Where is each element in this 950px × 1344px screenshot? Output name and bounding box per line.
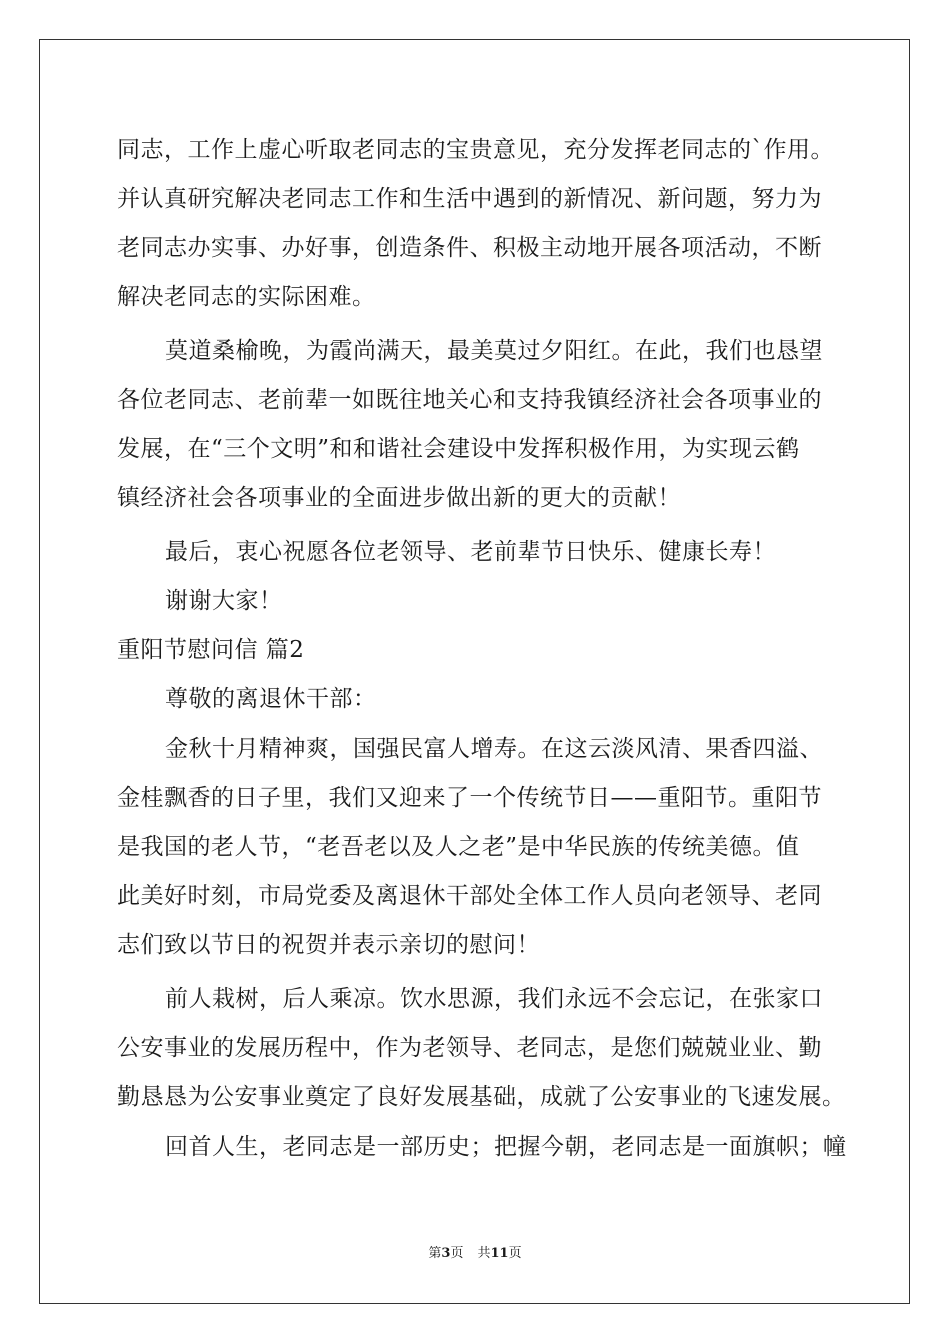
text-line: 是我国的老人节，“老吾老以及人之老”是中华民族的传统美德。值 xyxy=(117,834,800,860)
text-line: 莫道桑榆晚，为霞尚满天，最美莫过夕阳红。在此，我们也恳望 xyxy=(165,338,823,364)
page-border xyxy=(39,39,910,1304)
text-line: 志们致以节日的祝贺并表示亲切的慰问！ xyxy=(117,932,540,958)
text-line: 公安事业的发展历程中，作为老领导、老同志，是您们兢兢业业、勤 xyxy=(117,1035,822,1061)
text-line: 解决老同志的实际困难。 xyxy=(117,284,376,310)
text-line: 老同志办实事、办好事，创造条件、积极主动地开展各项活动，不断 xyxy=(117,235,822,261)
text-line: 并认真研究解决老同志工作和生活中遇到的新情况、新问题，努力为 xyxy=(117,186,822,212)
text-line: 金桂飘香的日子里，我们又迎来了一个传统节日——重阳节。重阳节 xyxy=(117,785,822,811)
text-line: 同志，工作上虚心听取老同志的宝贵意见，充分发挥老同志的`作用。 xyxy=(117,137,834,163)
text-line: 勤恳恳为公安事业奠定了良好发展基础，成就了公安事业的飞速发展。 xyxy=(117,1084,846,1110)
text-line: 发展，在“三个文明”和和谐社会建设中发挥积极作用，为实现云鹤 xyxy=(117,436,800,462)
text-line: 此美好时刻，市局党委及离退休干部处全体工作人员向老领导、老同 xyxy=(117,883,822,909)
page-suffix: 页 xyxy=(450,1246,464,1261)
text-line: 金秋十月精神爽，国强民富人增寿。在这云淡风清、果香四溢、 xyxy=(165,736,823,762)
page-footer xyxy=(0,1246,950,1262)
section-heading: 重阳节慰问信 篇2 xyxy=(117,637,305,663)
text-line: 最后，衷心祝愿各位老领导、老前辈节日快乐、健康长寿！ xyxy=(165,539,776,565)
salutation: 尊敬的离退休干部： xyxy=(165,686,377,712)
total-prefix: 共 xyxy=(477,1246,491,1261)
total-suffix: 页 xyxy=(508,1246,522,1261)
text-line: 镇经济社会各项事业的全面进步做出新的更大的贡献！ xyxy=(117,485,681,511)
text-line: 前人栽树，后人乘凉。饮水思源，我们永远不会忘记，在张家口 xyxy=(165,986,823,1012)
text-line: 各位老同志、老前辈一如既往地关心和支持我镇经济社会各项事业的 xyxy=(117,387,822,413)
total-pages: 11 xyxy=(490,1246,509,1261)
text-line: 谢谢大家！ xyxy=(165,588,283,614)
page-number: 3 xyxy=(441,1246,451,1261)
text-line: 回首人生，老同志是一部历史；把握今朝，老同志是一面旗帜；幢 xyxy=(165,1134,847,1160)
page-prefix: 第 xyxy=(428,1246,442,1261)
